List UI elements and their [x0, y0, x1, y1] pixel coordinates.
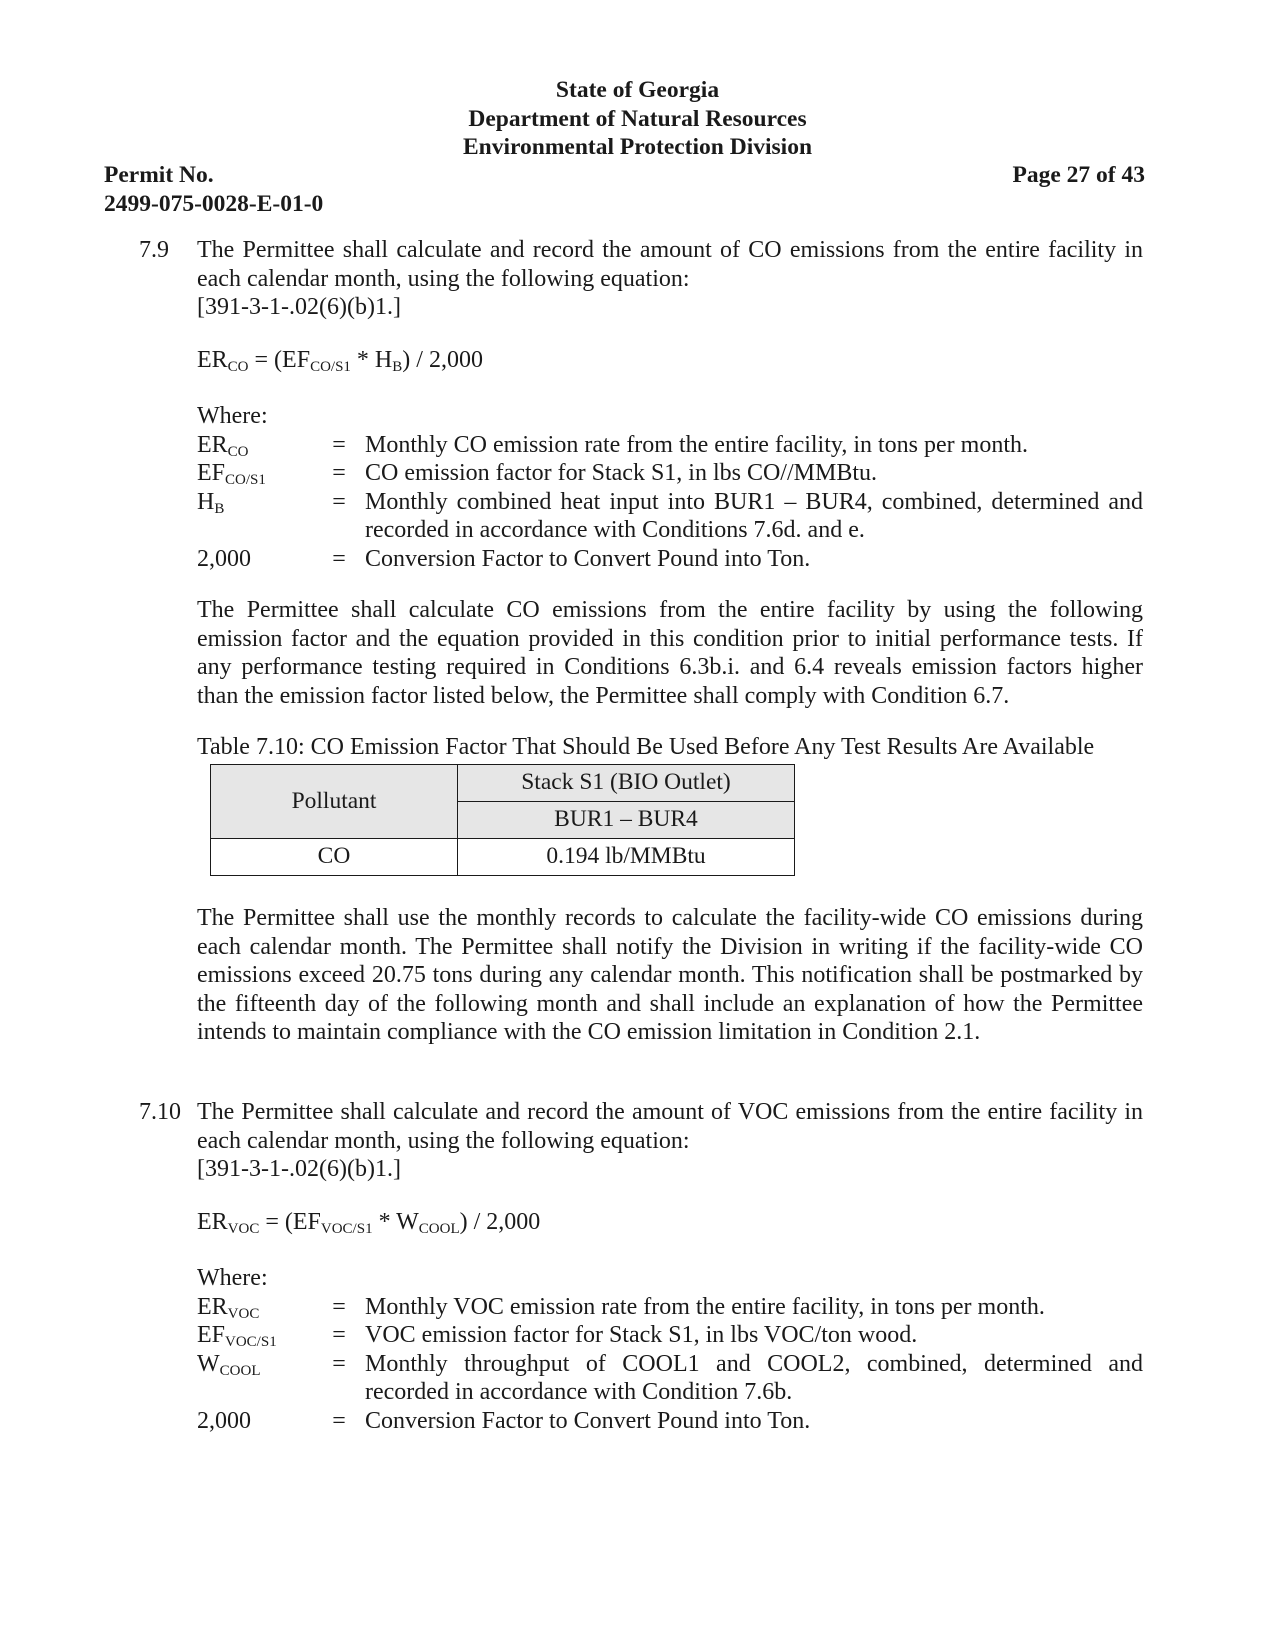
voc-equation: $ER_{VOC} = (EF_{VOC/S1} * W_{COOL}) / 2,000$: [197, 1209, 541, 1237]
condition-body: [197, 236, 1143, 322]
page-number: Page 27 of 43: [1012, 162, 1145, 188]
definition-row: $ER_{CO}$ = Monthly CO emission rate from the entire facility, in tons per month.: [197, 431, 1028, 460]
permit-number-block: [104, 161, 323, 218]
definition-row: $EF_{CO/S1}$ = CO emission factor for Stack S1, in lbs CO//MMBtu.: [197, 460, 877, 488]
condition-intro: The Permittee shall calculate and record the amount of CO emissions from the entire facility in each calendar month, using the following equation:: [197, 237, 1143, 292]
variable-definitions: [197, 431, 1143, 574]
co-emission-factor-table: [210, 764, 795, 876]
emission-factor-paragraph: The Permittee shall calculate CO emissions from the entire facility by using the following emission factor and the equation provided in this condition prior to initial performance tests. If any performance testing required in Conditions 6.3b.i. and 6.4 reveals emission factors higher than the emission factor listed below, the Permittee shall comply with Condition 6.7.: [197, 597, 1143, 709]
where-label: Where:: [197, 403, 268, 429]
header-department: Department of Natural Resources: [468, 105, 807, 132]
emission-factor-table-block: [197, 733, 1143, 876]
definition-row: $W_{COOL}$ = Monthly throughput of COOL1 and COOL2, combined, determined and recorded in accordance with Condition 7.6b.: [197, 1350, 1143, 1405]
where-block: [197, 1264, 1143, 1435]
header-division: Environmental Protection Division: [462, 134, 813, 160]
permit-number: 2499-075-0028-E-01-0: [104, 190, 324, 217]
co-equation: $ER_{CO} = (EF_{CO/S1} * H_B) / 2,000$: [197, 347, 483, 375]
table-row: [211, 838, 795, 875]
definition-row: $ER_{VOC}$ = Monthly VOC emission rate from the entire facility, in tons per month.: [197, 1293, 1045, 1322]
header-state: State of Georgia: [555, 77, 720, 103]
where-label: Where:: [197, 1265, 268, 1291]
table-caption: Table 7.10: CO Emission Factor That Should Be Used Before Any Test Results Are Available: [197, 734, 1095, 760]
condition-intro: The Permittee shall calculate and record the amount of VOC emissions from the entire facility in each calendar month, using the following equation:: [197, 1099, 1143, 1154]
header-pollutant: Pollutant: [211, 764, 458, 838]
condition-number: 7.10: [139, 1099, 181, 1125]
condition-body: [197, 1098, 1143, 1184]
subheader-burners: BUR1 – BUR4: [458, 801, 795, 838]
definition-row: $H_B$ = Monthly combined heat input into BUR1 – BUR4, combined, determined and recorded in accordance with Conditions 7.6d. and e.: [197, 488, 1143, 543]
definition-row: 2,000 = Conversion Factor to Convert Pound into Ton.: [197, 545, 811, 572]
condition-number: 7.9: [139, 237, 169, 263]
regulatory-citation: [391-3-1-.02(6)(b)1.]: [197, 294, 401, 320]
cell-pollutant: CO: [211, 838, 458, 875]
notification-paragraph: The Permittee shall use the monthly records to calculate the facility-wide CO emissions during each calendar month. The Permittee shall notify the Division in writing if the facility-wide CO emissions exceed 20.75 tons during any calendar month. This notification shall be postmarked by the fifteenth day of the following month and shall include an explanation of how the Permittee intends to maintain compliance with the CO emission limitation in Condition 2.1.: [197, 905, 1143, 1045]
permit-label: Permit No.: [104, 162, 214, 188]
definition-row: $EF_{VOC/S1}$ = VOC emission factor for Stack S1, in lbs VOC/ton wood.: [197, 1322, 918, 1350]
header-stack: Stack S1 (BIO Outlet): [458, 764, 795, 801]
variable-definitions: [197, 1293, 1143, 1436]
where-block: [197, 402, 1143, 573]
regulatory-citation: [391-3-1-.02(6)(b)1.]: [197, 1156, 401, 1182]
agency-header: [0, 76, 1275, 162]
definition-row: 2,000 = Conversion Factor to Convert Pound into Ton.: [197, 1407, 811, 1434]
cell-factor: 0.194 lb/MMBtu: [458, 838, 795, 875]
